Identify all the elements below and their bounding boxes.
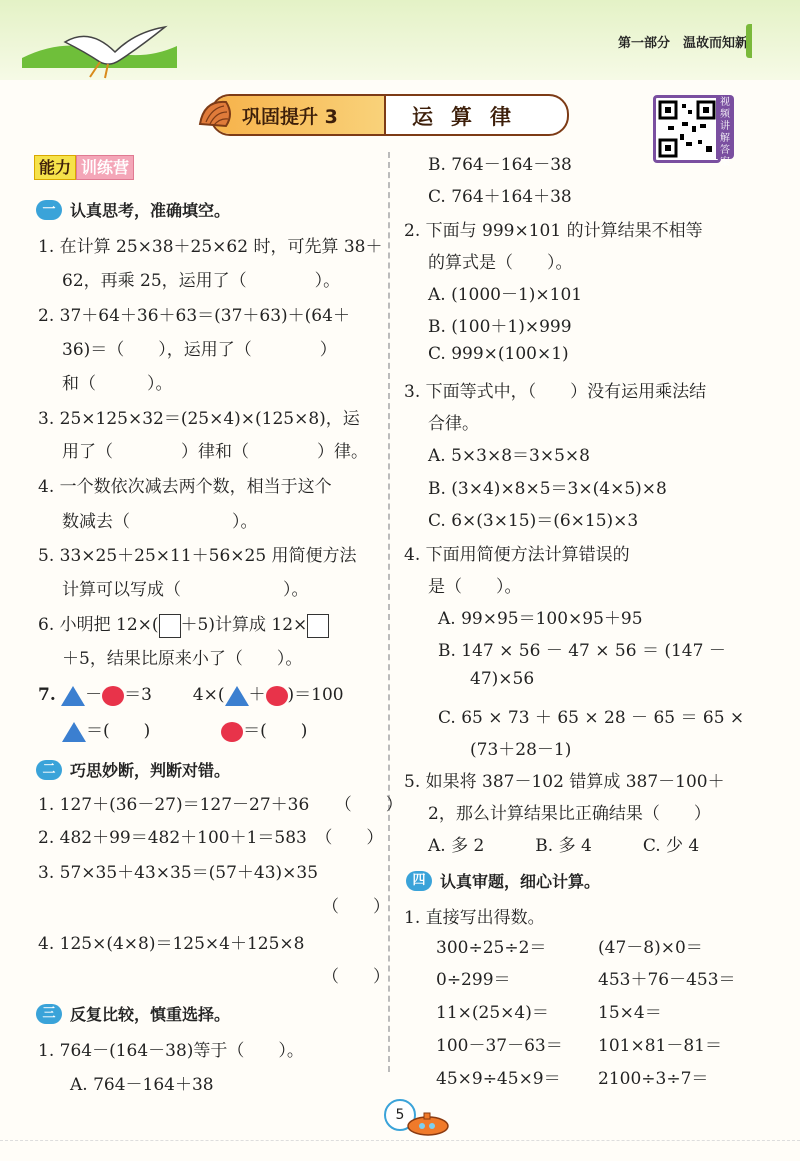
header-decoration [746, 24, 770, 58]
option-line: B. 147 × 56 － 47 × 56 ＝ (147 － [438, 641, 726, 661]
question-line: 的算式是（ ）。 [428, 253, 573, 273]
option-line: A. 99×95＝100×95＋95 [438, 609, 643, 629]
calc-item: 453＋76－453＝ [598, 970, 736, 990]
question-line: 是（ ）。 [428, 577, 522, 597]
question-line: 用了（ ）律和（ ）律。 [62, 442, 368, 462]
lesson-title-bar [210, 94, 569, 136]
q7-eq2c: )＝100 [287, 685, 344, 705]
section-number: 一 [36, 200, 62, 220]
column-divider [388, 152, 390, 1072]
section-title: 认真审题，细心计算。 [440, 872, 601, 891]
question-line-7-answers [62, 716, 307, 742]
question-line: 1. 127＋(36－27)＝127－27＋36 （ ） [38, 795, 403, 815]
option-line: C. 764＋164＋38 [428, 187, 572, 207]
question-line: 5. 33×25＋25×11＋56×25 用简便方法 [38, 546, 357, 566]
calc-item: 2100÷3÷7＝ [598, 1069, 709, 1089]
q7-eq1b: ＝3 [124, 685, 152, 705]
seagull-icon [60, 22, 170, 82]
question-line: （ ） [322, 897, 390, 917]
tag-part1: 能力 [34, 155, 76, 180]
circle-icon [266, 686, 288, 706]
section-title: 巧思妙断，判断对错。 [70, 761, 231, 780]
section-heading [406, 869, 600, 892]
question-line: 1. 在计算 25×38＋25×62 时，可先算 38＋ [38, 237, 383, 257]
calc-item: (47－8)×0＝ [598, 938, 703, 958]
option-line: C. 999×(100×1) [428, 344, 569, 364]
question-line: 合律。 [428, 414, 479, 434]
q7-number: 7. [38, 685, 56, 705]
submarine-icon [402, 1108, 452, 1138]
question-line: （ ） [322, 967, 390, 987]
tag-part2: 训练营 [76, 155, 134, 180]
section-header: 第一部分 温故而知新 [617, 36, 748, 51]
question-line: 4. 125×(4×8)＝125×4＋125×8 [38, 934, 305, 954]
question-line: 计算可以写成（ ）。 [62, 580, 309, 600]
bottom-edge [0, 1140, 800, 1161]
qr-label: 视频讲解答案 [716, 95, 734, 159]
option-line: 47)×56 [470, 669, 535, 689]
option-line: A. 多 2 B. 多 4 C. 少 4 [428, 836, 700, 856]
question-line: 2. 37＋64＋36＋63＝(37＋63)＋(64＋ [38, 306, 350, 326]
question-line: 5. 如果将 387－102 错算成 387－100＋ [404, 772, 725, 792]
triangle-icon [62, 722, 86, 742]
calc-item: 45×9÷45×9＝ [436, 1069, 561, 1089]
blank-box[interactable] [307, 614, 329, 638]
lesson-badge-label: 巩固提升 3 [242, 106, 338, 128]
option-line: A. (1000－1)×101 [428, 285, 583, 305]
calc-item: 11×(25×4)＝ [436, 1003, 549, 1023]
calc-item: 100－37－63＝ [436, 1036, 563, 1056]
question-line: 4. 下面用简便方法计算错误的 [404, 545, 630, 565]
option-line: B. (3×4)×8×5＝3×(4×5)×8 [428, 479, 667, 499]
question-line: 和（ ）。 [62, 374, 173, 394]
question-line: 2. 下面与 999×101 的计算结果不相等 [404, 221, 703, 241]
q7-eq2: 4×( [192, 685, 225, 705]
q7-eq1: － [85, 685, 103, 705]
option-line: B. (100＋1)×999 [428, 317, 572, 337]
question-line: ＋5，结果比原来小了（ ）。 [62, 649, 303, 669]
calc-item: 300÷25÷2＝ [436, 938, 547, 958]
q6-part-b: ＋5)计算成 12× [180, 615, 308, 635]
question-line: 数减去（ ）。 [62, 512, 258, 532]
page-number: 5 [384, 1099, 416, 1131]
training-tag [34, 155, 134, 181]
q6-part-a: 6. 小明把 12×( [38, 615, 159, 635]
q7-eq2b: ＋ [248, 685, 266, 705]
section-title: 认真思考，准确填空。 [70, 201, 231, 220]
triangle-icon [61, 686, 85, 706]
question-line: 62，再乘 25，运用了（ ）。 [62, 271, 341, 291]
calc-item: 15×4＝ [598, 1003, 662, 1023]
option-line: (73＋28－1) [470, 740, 572, 760]
option-line: A. 5×3×8＝3×5×8 [428, 446, 590, 466]
section-number: 二 [36, 760, 62, 780]
triangle-icon [225, 686, 249, 706]
calc-item: 101×81－81＝ [598, 1036, 722, 1056]
question-line-7 [38, 680, 344, 706]
section-heading [36, 1002, 230, 1025]
qr-code-icon[interactable] [653, 95, 721, 163]
section-heading [36, 198, 230, 221]
shell-icon [196, 94, 236, 134]
question-line: 2. 482＋99＝482＋100＋1＝583 （ ） [38, 828, 384, 848]
lesson-topic: 运算律 [412, 105, 529, 129]
question-line: 1. 764－(164－38)等于（ ）。 [38, 1041, 304, 1061]
lesson-badge [212, 96, 386, 134]
option-line: B. 764－164－38 [428, 155, 572, 175]
question-line: 3. 下面等式中，（ ）没有运用乘法结 [404, 382, 707, 402]
question-line: 1. 直接写出得数。 [404, 908, 545, 928]
section-title: 反复比较，慎重选择。 [70, 1005, 231, 1024]
question-line: 4. 一个数依次减去两个数，相当于这个 [38, 477, 332, 497]
section-number: 四 [406, 871, 432, 891]
q7-ans2: ＝( ) [243, 721, 308, 741]
section-heading [36, 758, 230, 781]
circle-icon [221, 722, 243, 742]
question-line-6 [38, 610, 329, 638]
q7-ans1: ＝( ) [86, 721, 151, 741]
circle-icon [102, 686, 124, 706]
calc-item: 0÷299＝ [436, 970, 511, 990]
option-line: C. 6×(3×15)＝(6×15)×3 [428, 511, 639, 531]
blank-box[interactable] [159, 614, 181, 638]
question-line: 36)＝（ ），运用了（ ） [62, 340, 337, 360]
question-line: 3. 25×125×32＝(25×4)×(125×8)，运 [38, 409, 360, 429]
option-line: A. 764－164＋38 [70, 1075, 214, 1095]
question-line: 3. 57×35＋43×35＝(57＋43)×35 [38, 863, 319, 883]
question-line: 2，那么计算结果比正确结果（ ） [428, 804, 711, 824]
section-number: 三 [36, 1004, 62, 1024]
option-line: C. 65 × 73 ＋ 65 × 28 － 65 ＝ 65 × [438, 708, 745, 728]
